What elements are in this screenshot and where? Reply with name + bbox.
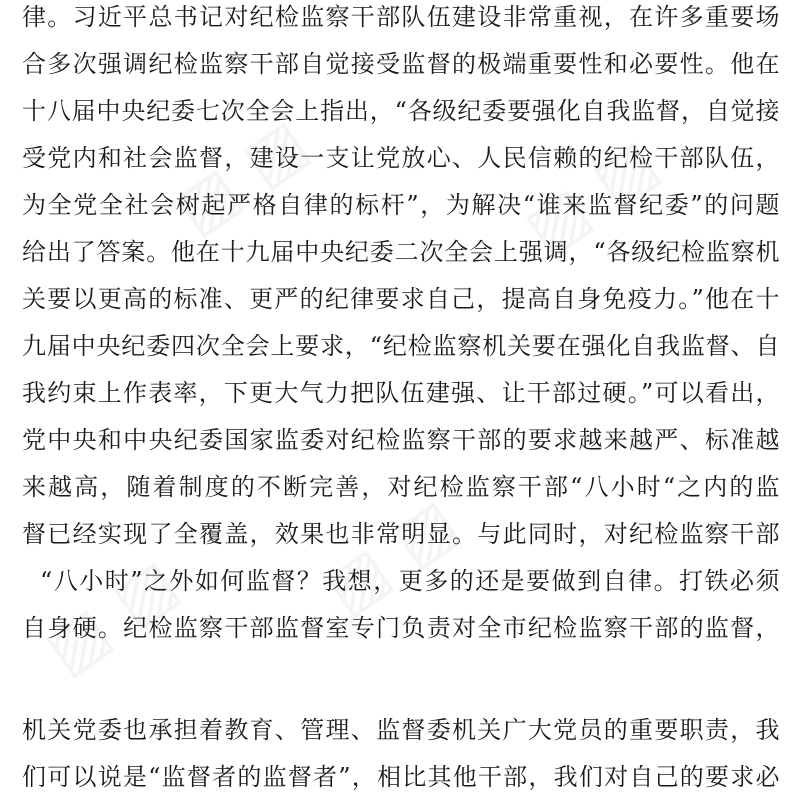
- text-line: 关要以更高的标准、更严的纪律要求自己，提高自身免疫力。”他在十: [22, 285, 780, 313]
- text-line: 党中央和中央纪委国家监委对纪检监察干部的要求越来越严、标准越: [22, 426, 780, 454]
- text-line: 我约束上作表率，下更大气力把队伍建强、让干部过硬。”可以看出，: [22, 379, 780, 407]
- text-line: 督已经实现了全覆盖，效果也非常明显。与此同时，对纪检监察干部: [22, 520, 780, 548]
- text-line: 自身硬。纪检监察干部监督室专门负责对全市纪检监察干部的监督，: [22, 614, 780, 642]
- watermark-icon: ▨ ▨: [161, 105, 322, 249]
- text-line: 律。习近平总书记对纪检监察干部队伍建设非常重视，在许多重要场: [22, 3, 780, 31]
- text-line: 们可以说是“监督者的监督者”，相比其他干部，我们对自己的要求必: [22, 763, 780, 791]
- text-line: 来越高，随着制度的不断完善，对纪检监察干部“八小时“之内的监: [22, 473, 780, 501]
- text-line: 机关党委也承担着教育、管理、监督委机关广大党员的重要职责，我: [22, 716, 780, 744]
- text-line: 九届中央纪委四次全会上要求，“纪检监察机关要在强化自我监督、自: [22, 332, 780, 360]
- text-line: “八小时”之外如何监督？我想，更多的还是要做到自律。打铁必须: [40, 567, 780, 595]
- watermark-icon: ▨ ▨: [31, 545, 192, 689]
- watermark-icon: ▨ ▨: [311, 485, 472, 629]
- watermark-icon: ▨ ▨: [511, 125, 672, 269]
- text-line: 合多次强调纪检监察干部自觉接受监督的极端重要性和必要性。他在: [22, 50, 780, 78]
- text-line: 受党内和社会监督，建设一支让党放心、人民信赖的纪检干部队伍，: [22, 144, 780, 172]
- text-line: 给出了答案。他在十九届中央纪委二次全会上强调，“各级纪检监察机: [22, 238, 780, 266]
- text-line: 十八届中央纪委七次全会上指出，“各级纪委要强化自我监督，自觉接: [22, 97, 780, 125]
- text-line: 为全党全社会树起严格自律的标杆”，为解决“谁来监督纪委”的问题: [22, 191, 780, 219]
